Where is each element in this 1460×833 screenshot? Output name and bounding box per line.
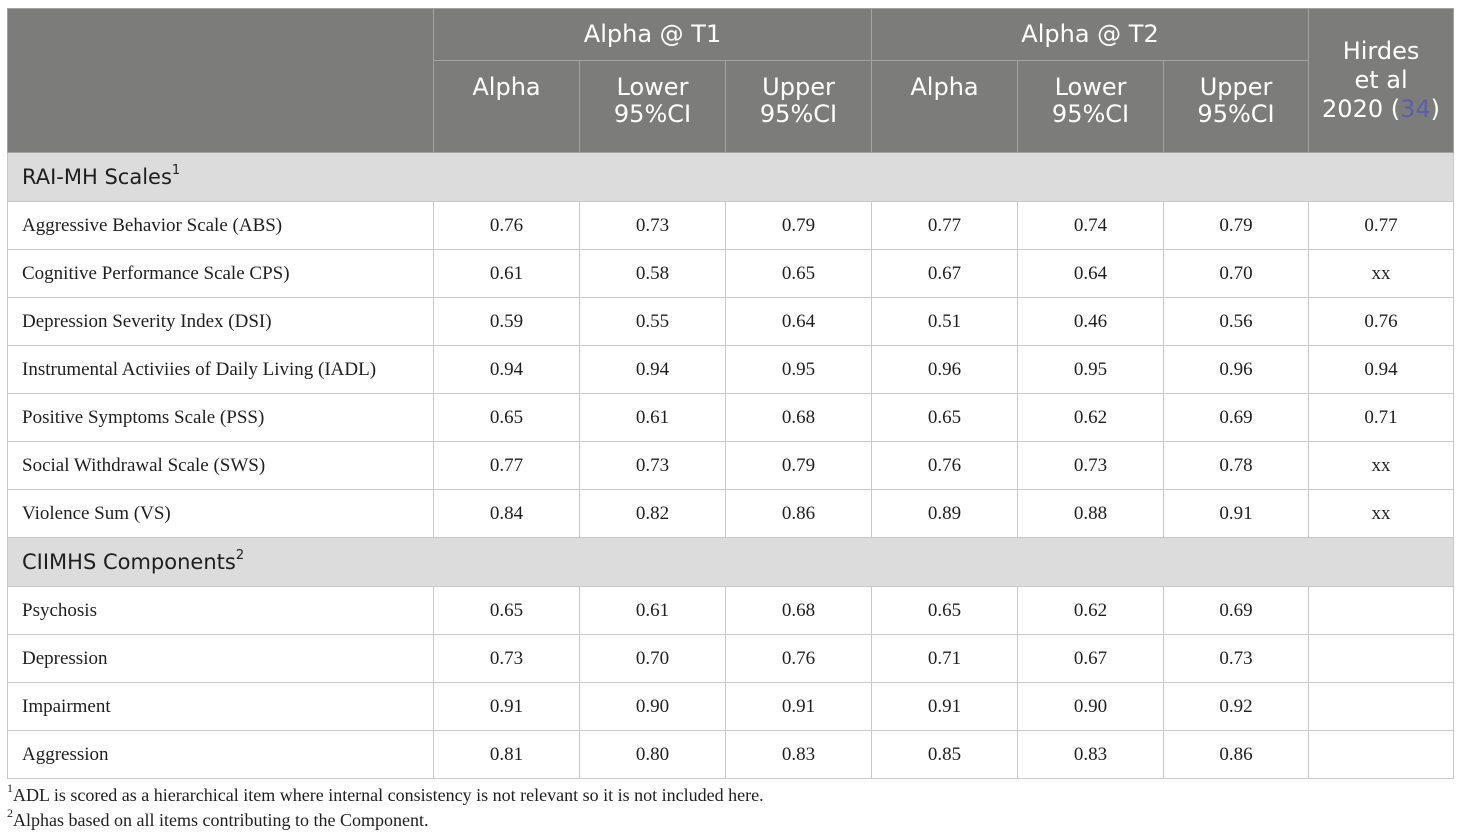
value-cell: 0.73 xyxy=(1164,635,1309,683)
header-t1-upper: Upper 95%CI xyxy=(726,61,872,153)
value-cell: 0.86 xyxy=(726,490,872,538)
value-cell: 0.71 xyxy=(872,635,1018,683)
value-cell: 0.83 xyxy=(726,731,872,779)
value-cell: 0.51 xyxy=(872,298,1018,346)
value-cell: 0.65 xyxy=(434,394,580,442)
table-row xyxy=(8,490,1454,538)
value-cell xyxy=(1309,635,1454,683)
value-cell: 0.77 xyxy=(1309,202,1454,250)
value-cell: 0.77 xyxy=(434,442,580,490)
value-cell: 0.85 xyxy=(872,731,1018,779)
footnotes xyxy=(7,778,764,828)
header-empty-cell xyxy=(8,9,434,153)
value-cell: 0.68 xyxy=(726,394,872,442)
reliability-table xyxy=(7,8,1454,779)
value-cell: 0.65 xyxy=(434,587,580,635)
row-label: Impairment xyxy=(8,683,434,731)
header-group-t1: Alpha @ T1 xyxy=(434,9,872,61)
value-cell: 0.79 xyxy=(726,202,872,250)
footnote-2: $^2$Alphas based on all items contributing to the Component. xyxy=(7,806,429,830)
value-cell: 0.61 xyxy=(580,394,726,442)
value-cell: 0.67 xyxy=(872,250,1018,298)
hirdes-line-3-suffix: ) xyxy=(1430,95,1441,123)
table-row xyxy=(8,346,1454,394)
footnote-mark: 1 xyxy=(171,163,181,178)
hirdes-reference-link[interactable]: 34 xyxy=(1400,95,1431,123)
value-cell: 0.59 xyxy=(434,298,580,346)
table-row xyxy=(8,635,1454,683)
value-cell: 0.81 xyxy=(434,731,580,779)
row-label: Instrumental Activiies of Daily Living (IADL) xyxy=(8,346,434,394)
value-cell: 0.76 xyxy=(726,635,872,683)
row-label: Violence Sum (VS) xyxy=(8,490,434,538)
row-label: Aggressive Behavior Scale (ABS) xyxy=(8,202,434,250)
value-cell: 0.90 xyxy=(580,683,726,731)
value-cell: 0.94 xyxy=(434,346,580,394)
value-cell: 0.69 xyxy=(1164,394,1309,442)
value-cell: 0.91 xyxy=(872,683,1018,731)
value-cell: 0.56 xyxy=(1164,298,1309,346)
value-cell: 0.76 xyxy=(872,442,1018,490)
value-cell: 0.73 xyxy=(580,202,726,250)
value-cell: 0.76 xyxy=(434,202,580,250)
value-cell: 0.70 xyxy=(580,635,726,683)
value-cell: 0.79 xyxy=(726,442,872,490)
value-cell: 0.96 xyxy=(1164,346,1309,394)
value-cell: 0.65 xyxy=(872,394,1018,442)
value-cell: 0.64 xyxy=(726,298,872,346)
row-label: Aggression xyxy=(8,731,434,779)
header-t1-lower: Lower 95%CI xyxy=(580,61,726,153)
value-cell: 0.91 xyxy=(1164,490,1309,538)
value-cell: 0.61 xyxy=(434,250,580,298)
value-cell: 0.76 xyxy=(1309,298,1454,346)
value-cell: 0.90 xyxy=(1018,683,1164,731)
value-cell xyxy=(1309,683,1454,731)
value-cell: 0.65 xyxy=(726,250,872,298)
value-cell: 0.94 xyxy=(580,346,726,394)
value-cell: 0.70 xyxy=(1164,250,1309,298)
header-t1-alpha: Alpha xyxy=(434,61,580,153)
table-row xyxy=(8,202,1454,250)
row-label: Depression Severity Index (DSI) xyxy=(8,298,434,346)
row-label: Positive Symptoms Scale (PSS) xyxy=(8,394,434,442)
value-cell: 0.62 xyxy=(1018,394,1164,442)
value-cell: 0.83 xyxy=(1018,731,1164,779)
header-t2-alpha: Alpha xyxy=(872,61,1018,153)
section-header-row xyxy=(8,153,1454,202)
value-cell xyxy=(1309,587,1454,635)
row-label: Depression xyxy=(8,635,434,683)
footnote-1: $^1$ADL is scored as a hierarchical item where internal consistency is not relevant so it is not included here. xyxy=(7,781,764,805)
hirdes-line-2: et al xyxy=(1354,66,1408,94)
value-cell: 0.64 xyxy=(1018,250,1164,298)
value-cell: 0.96 xyxy=(872,346,1018,394)
value-cell: xx xyxy=(1309,250,1454,298)
value-cell: 0.73 xyxy=(434,635,580,683)
value-cell: 0.95 xyxy=(726,346,872,394)
value-cell: 0.65 xyxy=(872,587,1018,635)
section-title: CIIMHS Components$^2$ xyxy=(8,538,1454,587)
value-cell: 0.88 xyxy=(1018,490,1164,538)
value-cell: 0.95 xyxy=(1018,346,1164,394)
table-header xyxy=(8,9,1454,153)
table-row xyxy=(8,683,1454,731)
value-cell: 0.55 xyxy=(580,298,726,346)
table-row xyxy=(8,250,1454,298)
value-cell: 0.46 xyxy=(1018,298,1164,346)
section-header-row xyxy=(8,538,1454,587)
header-t2-upper: Upper 95%CI xyxy=(1164,61,1309,153)
value-cell xyxy=(1309,731,1454,779)
value-cell: 0.82 xyxy=(580,490,726,538)
hirdes-line-3-prefix: 2020 ( xyxy=(1322,95,1401,123)
value-cell: 0.58 xyxy=(580,250,726,298)
hirdes-line-1: Hirdes xyxy=(1342,37,1420,65)
value-cell: 0.77 xyxy=(872,202,1018,250)
row-label: Social Withdrawal Scale (SWS) xyxy=(8,442,434,490)
value-cell: 0.62 xyxy=(1018,587,1164,635)
table-row xyxy=(8,394,1454,442)
value-cell: 0.91 xyxy=(726,683,872,731)
table-body xyxy=(8,153,1454,779)
value-cell: xx xyxy=(1309,442,1454,490)
value-cell: 0.73 xyxy=(580,442,726,490)
value-cell: 0.79 xyxy=(1164,202,1309,250)
value-cell: 0.92 xyxy=(1164,683,1309,731)
value-cell: 0.61 xyxy=(580,587,726,635)
table-row xyxy=(8,442,1454,490)
value-cell: 0.84 xyxy=(434,490,580,538)
value-cell: 0.80 xyxy=(580,731,726,779)
value-cell: 0.68 xyxy=(726,587,872,635)
value-cell: 0.78 xyxy=(1164,442,1309,490)
value-cell: 0.74 xyxy=(1018,202,1164,250)
value-cell: 0.67 xyxy=(1018,635,1164,683)
footnote-mark: 2 xyxy=(235,548,245,563)
row-label: Cognitive Performance Scale CPS) xyxy=(8,250,434,298)
value-cell: 0.86 xyxy=(1164,731,1309,779)
table-row xyxy=(8,298,1454,346)
value-cell: 0.69 xyxy=(1164,587,1309,635)
value-cell: 0.71 xyxy=(1309,394,1454,442)
header-t2-lower: Lower 95%CI xyxy=(1018,61,1164,153)
value-cell: 0.73 xyxy=(1018,442,1164,490)
value-cell: xx xyxy=(1309,490,1454,538)
table-row xyxy=(8,587,1454,635)
value-cell: 0.89 xyxy=(872,490,1018,538)
value-cell: 0.94 xyxy=(1309,346,1454,394)
value-cell: 0.91 xyxy=(434,683,580,731)
header-hirdes xyxy=(1309,9,1454,153)
section-title: RAI-MH Scales$^1$ xyxy=(8,153,1454,202)
header-group-t2: Alpha @ T2 xyxy=(872,9,1309,61)
row-label: Psychosis xyxy=(8,587,434,635)
table-row xyxy=(8,731,1454,779)
